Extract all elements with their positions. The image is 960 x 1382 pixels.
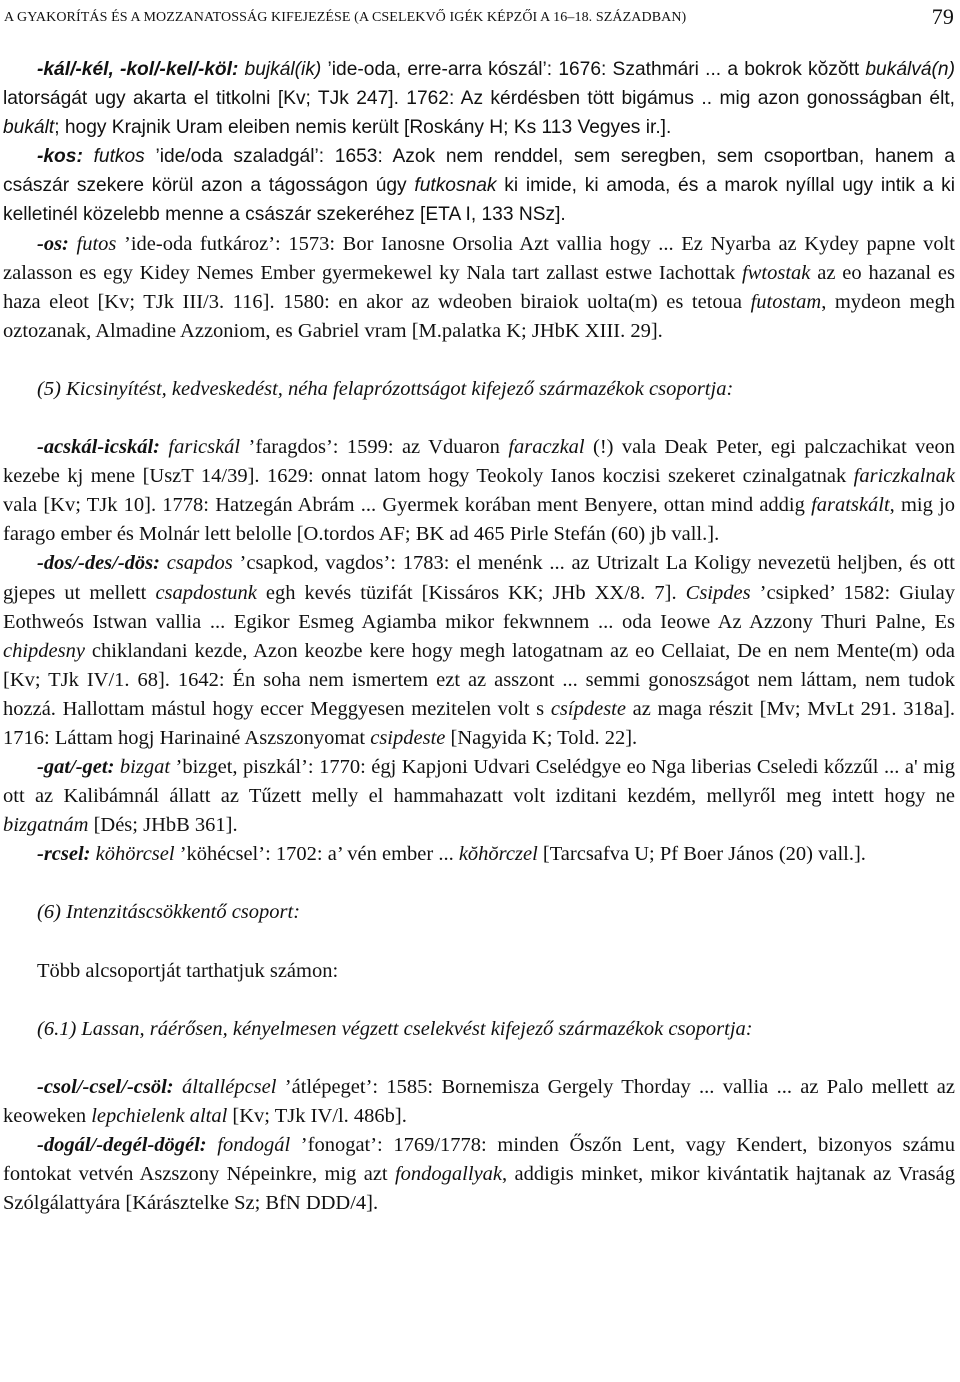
italic-word: futos bbox=[76, 232, 117, 255]
running-header-title: A GYAKORÍTÁS ÉS A MOZZANATOSSÁG KIFEJEZÉSE (A CSELEKVŐ IGÉK KÉPZŐI A 16–18. SZÁZADBAN) bbox=[4, 10, 687, 25]
intro-sentence: Több alcsoportját tarthatjuk számon: bbox=[37, 959, 339, 982]
italic-word: csapdostunk bbox=[155, 581, 257, 604]
italic-word: faraczkal bbox=[508, 436, 585, 459]
italic-word: általlépcsel bbox=[181, 1075, 277, 1098]
text-run: , mig jo farago ember és Molnár lett belolle [O.tordos AF; BK ad 465 Pirle Stefán (60) jb vall.]. bbox=[3, 494, 955, 546]
text-run: [Dés; JHbB 361]. bbox=[88, 814, 238, 837]
text-run bbox=[69, 233, 77, 255]
paragraph-os-entry bbox=[3, 230, 955, 346]
text-run: ’ide-oda futkároz’: 1573: Bor Ianosne Orsolia Azt vallia hogy ... Ez Nyarba az Kydey papne volt zalasson es egy Kidey Nemes Ember gyermekewel ky Nala tart zallast estwe Iachottak bbox=[3, 232, 955, 284]
entry-suffix-term: -kos: bbox=[37, 146, 83, 168]
text-run: [Nagyida K; Told. 22]. bbox=[445, 726, 638, 749]
text-run: [Tarcsafva U; Pf Boer János (20) vall.]. bbox=[537, 843, 866, 866]
italic-word: futkos bbox=[93, 146, 145, 168]
text-run bbox=[83, 146, 94, 167]
entry-suffix-term: -acskál-icskál: bbox=[37, 436, 160, 459]
text-run: ’köhécsel’: 1702: a’ vén ember ... bbox=[174, 843, 459, 866]
entry-suffix-term: -os: bbox=[37, 232, 69, 255]
italic-word: kŏhŏrczel bbox=[458, 843, 538, 866]
text-run: , mydeon megh oztozanak, Almadine Azzoniom, es Gabriel vram [M.palatka K; JHbK XIII. 29]. bbox=[3, 290, 955, 342]
italic-word: csípdeste bbox=[550, 697, 626, 720]
italic-word: csipdeste bbox=[370, 726, 446, 749]
section-heading-6: (6) Intenzitáscsökkentő csoport: bbox=[37, 901, 301, 924]
entry-suffix-term: -dos/-des/-dös: bbox=[37, 552, 160, 575]
italic-word: Csipdes bbox=[685, 581, 751, 604]
italic-word: bukált bbox=[3, 117, 55, 139]
entry-suffix-term: -gat/-get: bbox=[37, 756, 115, 779]
italic-word: bukálvá(n) bbox=[865, 59, 955, 80]
spacer bbox=[3, 928, 955, 957]
italic-word: futostam bbox=[750, 290, 822, 313]
text-run: ’átlépeget’: 1585: Bornemisza Gergely Thorday ... vallia ... az Palo mellett az keoweken bbox=[3, 1075, 956, 1127]
paragraph-gat-get-entry bbox=[3, 753, 955, 840]
text-run bbox=[174, 1076, 182, 1098]
spacer bbox=[3, 346, 955, 375]
text-run: ’fonogat’: 1769/1778: minden Őszőn Lent, vagy Kendert, bizonyos számu fontokat vetvén Aszszony Népeinkre, mig azt bbox=[3, 1133, 955, 1185]
entry-suffix-term: -rcsel: bbox=[37, 843, 91, 866]
text-run: az eo hazanal es haza eleot [Kv; TJk III/3. 116]. 1580: en akor az wdeoben biraiok uolta(m) es tetoua bbox=[3, 261, 955, 313]
spacer bbox=[3, 404, 955, 433]
text-run: (!) vala Deak Peter, egi palczachikat veon kezebe kj mene [UszT 14/39]. 1629: onnat latom hogy Teokoly Ianos koczisi szekeret czinalgatnak bbox=[3, 436, 956, 488]
text-run bbox=[207, 1134, 218, 1156]
text-run: vala [Kv; TJk 10]. 1778: Hatzegán Abrám ... Gyermek korában ment Benyere, ottan mind addig bbox=[3, 494, 812, 517]
paragraph-dos-des-entry bbox=[3, 549, 955, 753]
text-run: ’csipked’ 1582: Giulay Eothweós Istwan vallia ... Egikor Esmeg Agiamba mikor fekwnnem ... oda Ieowe Az Azzony Thuri Palne, Es bbox=[3, 581, 956, 633]
entry-suffix-term: -kál/-kél, -kol/-kel/-köl: bbox=[37, 59, 239, 80]
text-run: az maga részit [Mv; MvLt 291. 318a]. 1716: Láttam hogj Harinainé Aszszonyomat bbox=[3, 697, 955, 749]
text-run: ’ide-oda, erre-arra kószál’: 1676: Szathmári ... a bokrok kŏzŏtt bbox=[321, 59, 866, 80]
text-run: ’bizget, piszkál’: 1770: égj Kapjoni Udvari Cselédgye eo Nga liberias Cseledi kőzzűl ... a' mig ott az Kalibámnál állatt az Tűzett melly el hammahazatt volt izditani kezdém, mellyről meg intett hogy ne bbox=[3, 756, 956, 808]
italic-word: fariczkalnak bbox=[853, 465, 955, 488]
text-run: ; hogy Krajnik Uram eleiben nemis került [Roskány H; Ks 113 Vegyes ir.]. bbox=[54, 117, 672, 139]
italic-word: futkosnak bbox=[414, 175, 497, 197]
italic-word: faratskált bbox=[811, 494, 890, 517]
text-run: ’ide/oda szaladgál’: 1653: Azok nem renddel, sem seregben, sem csoportban, hanem a császár szekere körül azon a tágosságon úgy bbox=[3, 146, 955, 197]
section-heading-6-1: (6.1) Lassan, ráérősen, kényelmesen végzett cselekvést kifejező származékok csoportja: bbox=[37, 1017, 753, 1040]
italic-word: fwtostak bbox=[742, 261, 811, 284]
running-header bbox=[4, 4, 954, 30]
text-run: ’csapkod, vagdos’: 1783: el menénk ... az Utrizalt La Koligy nevezetü heljben, és ott gjepes ut mellett bbox=[3, 552, 956, 604]
paragraph-kos-entry bbox=[3, 142, 955, 229]
italic-word: faricskál bbox=[168, 436, 241, 459]
text-run: , addigis minket, mikor kivántatik hajtanak az Vraság Szólgálattyára [Kárásztelke Sz; BfN DDD/4]. bbox=[3, 1163, 955, 1215]
italic-word: bizgatnám bbox=[3, 814, 89, 837]
italic-word: fondogál bbox=[217, 1133, 291, 1156]
paragraph-acskal-entry bbox=[3, 433, 955, 549]
paragraph-kal-kel-entry bbox=[3, 55, 955, 142]
section-heading-5: (5) Kicsinyítést, kedveskedést, néha felaprózottságot kifejező származékok csoportja: bbox=[37, 377, 734, 400]
paragraph-dogal-entry bbox=[3, 1131, 955, 1218]
entry-suffix-term: -dogál/-degél-dögél: bbox=[37, 1133, 207, 1156]
text-run bbox=[160, 552, 167, 574]
italic-word: bujkál(ik) bbox=[244, 59, 322, 80]
page-number: 79 bbox=[931, 4, 954, 29]
spacer bbox=[3, 869, 955, 898]
document-body bbox=[3, 55, 955, 1218]
paragraph-csol-csel-entry bbox=[3, 1073, 955, 1131]
text-run: chiklandani kezde, Azon keozbe kere hogy megh latogatnam az eo Cellaiat, De en nem Mente(m) oda [Kv; TJk IV/1. 68]. 1642: Én soha nem ismertem ezt az asszont ... semmi gonoszságot nem láttam, nem tudok hozzá. Hallottam mástul hogy eccer Meggyesen mezitelen volt s bbox=[3, 639, 955, 720]
text-run: ki imide, ki amoda, és a marok nyíllal ugy intik a ki kelletinél közelebb menne a császár szekeréhez [ETA I, 133 NSz]. bbox=[3, 175, 955, 226]
italic-word: bizgat bbox=[119, 756, 171, 779]
text-run: ’faragdos’: 1599: az Vduaron bbox=[240, 436, 509, 459]
text-run: egh kevés tüzifát [Kissáros KK; JHb XX/8. 7]. bbox=[256, 581, 686, 604]
spacer bbox=[3, 986, 955, 1015]
text-run: [Kv; TJk IV/l. 486b]. bbox=[227, 1104, 407, 1127]
italic-word: chipdesny bbox=[3, 639, 85, 662]
paragraph-rcsel-entry bbox=[3, 840, 955, 869]
entry-suffix-term: -csol/-csel/-csöl: bbox=[37, 1075, 174, 1098]
italic-word: csapdos bbox=[166, 552, 233, 575]
italic-word: köhörcsel bbox=[95, 843, 175, 866]
italic-word: lepchielenk altal bbox=[91, 1104, 228, 1127]
italic-word: fondogallyak bbox=[394, 1163, 503, 1185]
text-run: latorságát ugy akarta el titkolni [Kv; TJk 247]. 1762: Az kérdésben tött bigámus .. mig azon gonosságban élt, bbox=[3, 88, 955, 110]
spacer bbox=[3, 1044, 955, 1073]
